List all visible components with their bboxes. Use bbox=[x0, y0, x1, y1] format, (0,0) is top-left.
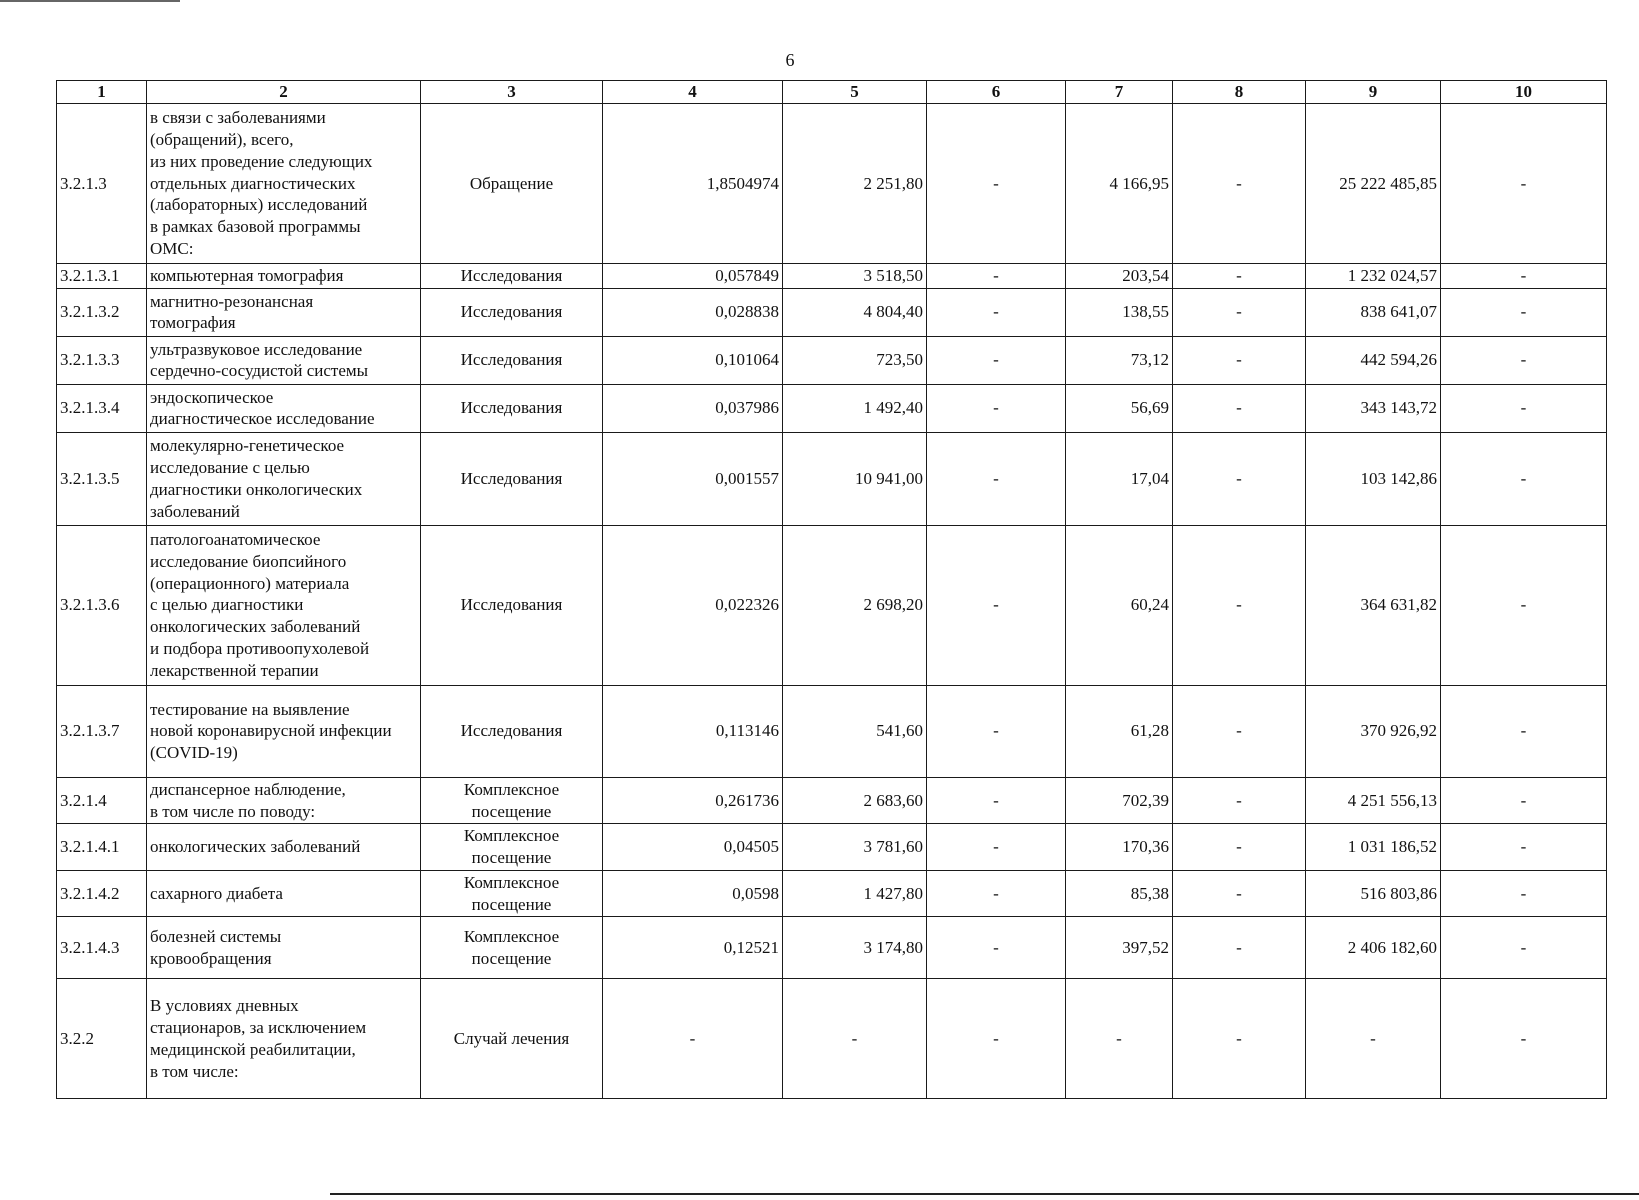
row-col4-value: 0,261736 bbox=[603, 777, 783, 824]
header-row bbox=[57, 81, 1607, 104]
row-col4-value: 0,037986 bbox=[603, 384, 783, 432]
row-col7-value: 61,28 bbox=[1066, 685, 1173, 777]
table-row bbox=[57, 917, 1607, 979]
row-col8-value: - bbox=[1173, 917, 1306, 979]
row-col9-value: 364 631,82 bbox=[1306, 525, 1441, 685]
row-col7-value: 85,38 bbox=[1066, 870, 1173, 917]
row-code: 3.2.1.4 bbox=[57, 777, 147, 824]
row-col10-value: - bbox=[1441, 336, 1607, 384]
column-header: 8 bbox=[1173, 81, 1306, 104]
row-col9-value: 1 232 024,57 bbox=[1306, 264, 1441, 289]
row-col6-value: - bbox=[927, 525, 1066, 685]
row-col10-value: - bbox=[1441, 870, 1607, 917]
table-row bbox=[57, 979, 1607, 1099]
row-col8-value: - bbox=[1173, 288, 1306, 336]
row-col7-value: - bbox=[1066, 979, 1173, 1099]
row-code: 3.2.1.3.2 bbox=[57, 288, 147, 336]
row-unit: Исследования bbox=[421, 525, 603, 685]
row-name: сахарного диабета bbox=[147, 870, 421, 917]
row-col8-value: - bbox=[1173, 870, 1306, 917]
row-name: эндоскопическое диагностическое исследование bbox=[147, 384, 421, 432]
row-col8-value: - bbox=[1173, 824, 1306, 871]
table-row bbox=[57, 336, 1607, 384]
row-col10-value: - bbox=[1441, 288, 1607, 336]
row-col8-value: - bbox=[1173, 979, 1306, 1099]
row-col6-value: - bbox=[927, 979, 1066, 1099]
row-col7-value: 60,24 bbox=[1066, 525, 1173, 685]
row-col9-value: 516 803,86 bbox=[1306, 870, 1441, 917]
row-col8-value: - bbox=[1173, 104, 1306, 264]
table-row bbox=[57, 824, 1607, 871]
row-col8-value: - bbox=[1173, 685, 1306, 777]
row-col5-value: 3 518,50 bbox=[783, 264, 927, 289]
row-col6-value: - bbox=[927, 432, 1066, 525]
row-unit: Исследования bbox=[421, 264, 603, 289]
row-col7-value: 397,52 bbox=[1066, 917, 1173, 979]
row-col5-value: 4 804,40 bbox=[783, 288, 927, 336]
row-unit: Комплексное посещение bbox=[421, 824, 603, 871]
row-col8-value: - bbox=[1173, 336, 1306, 384]
row-col5-value: 2 698,20 bbox=[783, 525, 927, 685]
column-header: 10 bbox=[1441, 81, 1607, 104]
scan-edge-line bbox=[0, 0, 180, 2]
row-col8-value: - bbox=[1173, 264, 1306, 289]
row-col4-value: 0,04505 bbox=[603, 824, 783, 871]
column-header: 7 bbox=[1066, 81, 1173, 104]
row-col9-value: 442 594,26 bbox=[1306, 336, 1441, 384]
row-col5-value: 2 251,80 bbox=[783, 104, 927, 264]
table-row bbox=[57, 104, 1607, 264]
table-row bbox=[57, 264, 1607, 289]
row-col4-value: 1,8504974 bbox=[603, 104, 783, 264]
row-col9-value: 370 926,92 bbox=[1306, 685, 1441, 777]
row-unit: Исследования bbox=[421, 336, 603, 384]
row-col8-value: - bbox=[1173, 384, 1306, 432]
row-name: магнитно-резонансная томография bbox=[147, 288, 421, 336]
row-col7-value: 702,39 bbox=[1066, 777, 1173, 824]
table-row bbox=[57, 777, 1607, 824]
row-col4-value: 0,028838 bbox=[603, 288, 783, 336]
row-col5-value: 1 492,40 bbox=[783, 384, 927, 432]
row-unit: Обращение bbox=[421, 104, 603, 264]
row-unit: Исследования bbox=[421, 288, 603, 336]
row-col9-value: 838 641,07 bbox=[1306, 288, 1441, 336]
row-col9-value: 4 251 556,13 bbox=[1306, 777, 1441, 824]
row-col10-value: - bbox=[1441, 685, 1607, 777]
row-col7-value: 4 166,95 bbox=[1066, 104, 1173, 264]
row-name: в связи с заболеваниями (обращений), всего, из них проведение следующих отдельных диагностических (лабораторных) исследований в рамках базовой программы ОМС: bbox=[147, 104, 421, 264]
row-col9-value: 25 222 485,85 bbox=[1306, 104, 1441, 264]
row-col10-value: - bbox=[1441, 777, 1607, 824]
row-name: онкологических заболеваний bbox=[147, 824, 421, 871]
scan-edge-line bbox=[330, 1193, 1639, 1195]
table-row bbox=[57, 870, 1607, 917]
row-col7-value: 203,54 bbox=[1066, 264, 1173, 289]
row-code: 3.2.1.3.7 bbox=[57, 685, 147, 777]
row-col6-value: - bbox=[927, 384, 1066, 432]
row-col5-value: 10 941,00 bbox=[783, 432, 927, 525]
row-col5-value: 3 781,60 bbox=[783, 824, 927, 871]
table-row bbox=[57, 685, 1607, 777]
row-code: 3.2.1.3.6 bbox=[57, 525, 147, 685]
row-col4-value: 0,057849 bbox=[603, 264, 783, 289]
column-header: 5 bbox=[783, 81, 927, 104]
row-col10-value: - bbox=[1441, 917, 1607, 979]
table-row bbox=[57, 384, 1607, 432]
row-col5-value: - bbox=[783, 979, 927, 1099]
column-header: 4 bbox=[603, 81, 783, 104]
row-col6-value: - bbox=[927, 824, 1066, 871]
row-code: 3.2.1.4.2 bbox=[57, 870, 147, 917]
row-col7-value: 56,69 bbox=[1066, 384, 1173, 432]
row-col9-value: - bbox=[1306, 979, 1441, 1099]
row-unit: Случай лечения bbox=[421, 979, 603, 1099]
row-col7-value: 138,55 bbox=[1066, 288, 1173, 336]
row-name: диспансерное наблюдение, в том числе по поводу: bbox=[147, 777, 421, 824]
table-row bbox=[57, 525, 1607, 685]
row-col5-value: 2 683,60 bbox=[783, 777, 927, 824]
row-col7-value: 17,04 bbox=[1066, 432, 1173, 525]
column-header: 2 bbox=[147, 81, 421, 104]
row-col9-value: 1 031 186,52 bbox=[1306, 824, 1441, 871]
table-row bbox=[57, 288, 1607, 336]
row-code: 3.2.1.3.3 bbox=[57, 336, 147, 384]
column-header: 1 bbox=[57, 81, 147, 104]
row-col10-value: - bbox=[1441, 104, 1607, 264]
row-col10-value: - bbox=[1441, 979, 1607, 1099]
row-col5-value: 723,50 bbox=[783, 336, 927, 384]
row-unit: Комплексное посещение bbox=[421, 777, 603, 824]
row-code: 3.2.1.3.1 bbox=[57, 264, 147, 289]
table-row bbox=[57, 432, 1607, 525]
row-unit: Исследования bbox=[421, 384, 603, 432]
row-name: молекулярно-генетическое исследование с целью диагностики онкологических заболеваний bbox=[147, 432, 421, 525]
row-col10-value: - bbox=[1441, 432, 1607, 525]
row-col6-value: - bbox=[927, 264, 1066, 289]
column-header: 6 bbox=[927, 81, 1066, 104]
page-number: 6 bbox=[785, 50, 795, 70]
row-col6-value: - bbox=[927, 685, 1066, 777]
row-col4-value: 0,101064 bbox=[603, 336, 783, 384]
row-col7-value: 73,12 bbox=[1066, 336, 1173, 384]
row-col4-value: 0,001557 bbox=[603, 432, 783, 525]
row-col6-value: - bbox=[927, 104, 1066, 264]
row-code: 3.2.1.4.1 bbox=[57, 824, 147, 871]
row-col4-value: - bbox=[603, 979, 783, 1099]
row-col10-value: - bbox=[1441, 264, 1607, 289]
row-col6-value: - bbox=[927, 288, 1066, 336]
row-name: компьютерная томография bbox=[147, 264, 421, 289]
row-name: В условиях дневных стационаров, за исключением медицинской реабилитации, в том числе: bbox=[147, 979, 421, 1099]
row-name: ультразвуковое исследование сердечно-сосудистой системы bbox=[147, 336, 421, 384]
row-col9-value: 343 143,72 bbox=[1306, 384, 1441, 432]
row-col10-value: - bbox=[1441, 384, 1607, 432]
row-col8-value: - bbox=[1173, 525, 1306, 685]
row-col4-value: 0,113146 bbox=[603, 685, 783, 777]
row-col5-value: 1 427,80 bbox=[783, 870, 927, 917]
row-code: 3.2.1.3.4 bbox=[57, 384, 147, 432]
column-header: 3 bbox=[421, 81, 603, 104]
row-name: болезней системы кровообращения bbox=[147, 917, 421, 979]
row-name: патологоанатомическое исследование биопсийного (операционного) материала с целью диагностики онкологических заболеваний и подбора противоопухолевой лекарственной терапии bbox=[147, 525, 421, 685]
row-col6-value: - bbox=[927, 777, 1066, 824]
row-col6-value: - bbox=[927, 917, 1066, 979]
data-table bbox=[56, 80, 1607, 1099]
row-col4-value: 0,0598 bbox=[603, 870, 783, 917]
row-col8-value: - bbox=[1173, 432, 1306, 525]
row-col5-value: 541,60 bbox=[783, 685, 927, 777]
row-col10-value: - bbox=[1441, 525, 1607, 685]
row-col4-value: 0,022326 bbox=[603, 525, 783, 685]
row-name: тестирование на выявление новой коронавирусной инфекции (COVID-19) bbox=[147, 685, 421, 777]
row-code: 3.2.1.4.3 bbox=[57, 917, 147, 979]
row-col10-value: - bbox=[1441, 824, 1607, 871]
row-col7-value: 170,36 bbox=[1066, 824, 1173, 871]
column-header: 9 bbox=[1306, 81, 1441, 104]
row-col6-value: - bbox=[927, 870, 1066, 917]
row-unit: Комплексное посещение bbox=[421, 917, 603, 979]
row-code: 3.2.1.3 bbox=[57, 104, 147, 264]
row-col8-value: - bbox=[1173, 777, 1306, 824]
row-code: 3.2.1.3.5 bbox=[57, 432, 147, 525]
row-col5-value: 3 174,80 bbox=[783, 917, 927, 979]
row-unit: Исследования bbox=[421, 432, 603, 525]
row-col4-value: 0,12521 bbox=[603, 917, 783, 979]
row-unit: Исследования bbox=[421, 685, 603, 777]
row-col9-value: 103 142,86 bbox=[1306, 432, 1441, 525]
row-col9-value: 2 406 182,60 bbox=[1306, 917, 1441, 979]
row-col6-value: - bbox=[927, 336, 1066, 384]
row-code: 3.2.2 bbox=[57, 979, 147, 1099]
row-unit: Комплексное посещение bbox=[421, 870, 603, 917]
